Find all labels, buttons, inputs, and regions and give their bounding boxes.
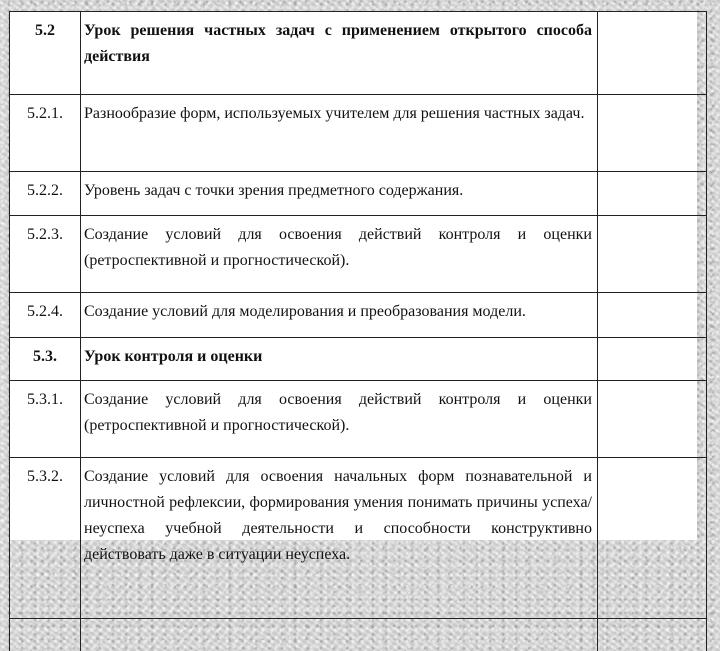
empty-cell	[598, 619, 707, 651]
table-row	[10, 458, 707, 619]
row-text: Создание условий для освоения действий контроля и оценки (ретроспективной и прогностической).	[81, 216, 598, 293]
row-text: Создание условий для моделирования и преобразования модели.	[81, 293, 598, 338]
row-text: Создание условий для освоения действий контроля и оценки (ретроспективной и прогностической).	[81, 381, 598, 458]
row-number: 5.2.1.	[10, 95, 81, 172]
empty-cell	[598, 458, 707, 619]
table-row	[10, 172, 707, 216]
row-text: Уровень задач с точки зрения предметного содержания.	[81, 172, 598, 216]
criteria-table	[9, 11, 707, 651]
table-row	[10, 216, 707, 293]
row-number: 5.3.	[10, 338, 81, 381]
row-text: Разнообразие форм, используемых учителем для решения частных задач.	[81, 95, 598, 172]
empty-cell	[598, 293, 707, 338]
empty-cell	[10, 619, 81, 651]
row-number: 5.2.2.	[10, 172, 81, 216]
row-number: 5.2.4.	[10, 293, 81, 338]
empty-cell	[598, 381, 707, 458]
row-number: 5.3.1.	[10, 381, 81, 458]
empty-cell	[598, 172, 707, 216]
row-text: Создание условий для освоения начальных форм познавательной и личностной рефлексии, формирования умения понимать причины успеха/неуспеха учебной деятельности и способности конструктивно действовать даже в ситуации неуспеха.	[81, 458, 598, 619]
empty-cell	[598, 12, 707, 95]
empty-cell	[598, 95, 707, 172]
row-number: 5.2	[10, 12, 81, 95]
empty-cell	[598, 338, 707, 381]
empty-cell	[598, 216, 707, 293]
empty-cell	[81, 619, 598, 651]
table-row	[10, 12, 707, 95]
table-row	[10, 293, 707, 338]
row-number: 5.2.3.	[10, 216, 81, 293]
table-row	[10, 381, 707, 458]
row-text: Урок решения частных задач с применением открытого способа действия	[81, 12, 598, 95]
row-text: Урок контроля и оценки	[81, 338, 598, 381]
row-number: 5.3.2.	[10, 458, 81, 619]
table-row	[10, 338, 707, 381]
table-row	[10, 619, 707, 651]
table-row	[10, 95, 707, 172]
